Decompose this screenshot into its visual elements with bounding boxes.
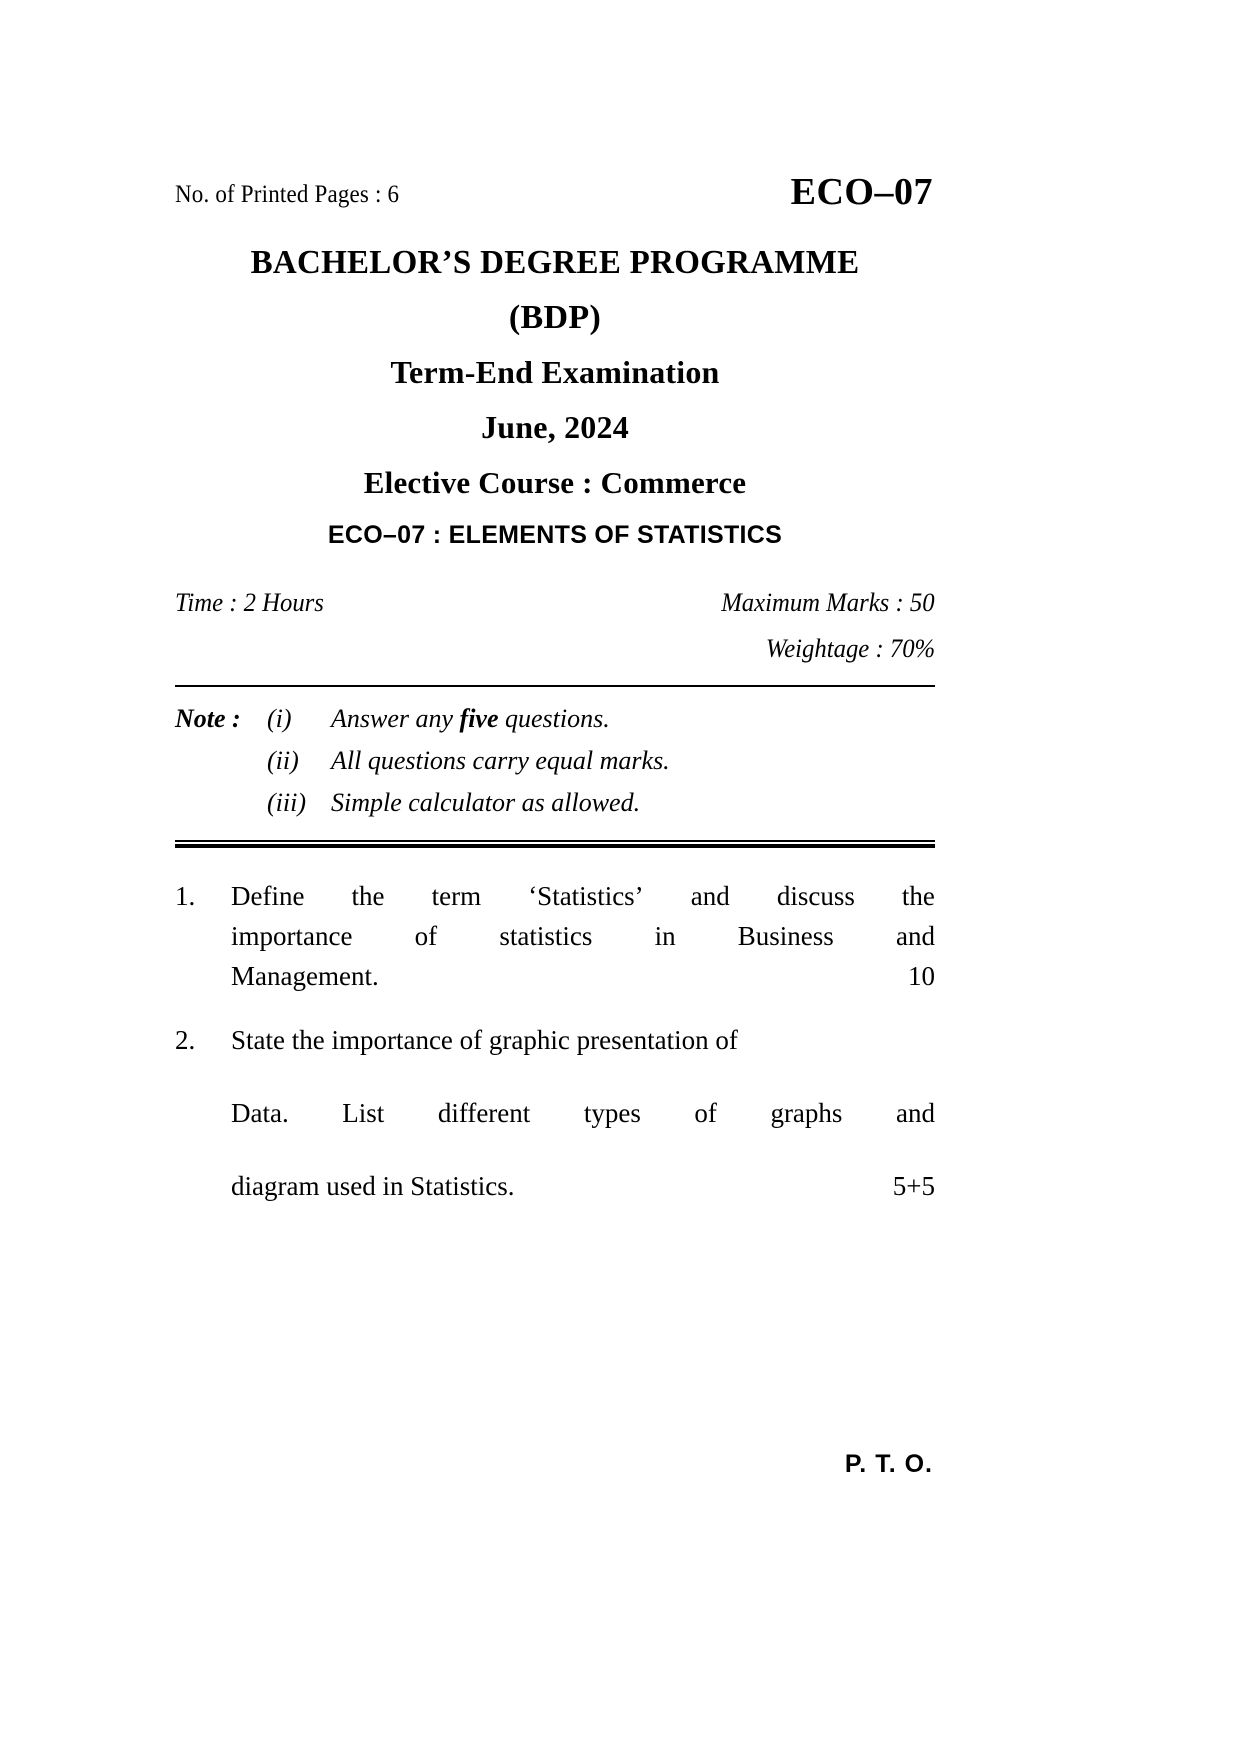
- subject-title: ECO–07 : ELEMENTS OF STATISTICS: [327, 521, 783, 549]
- printed-pages-label: No. of Printed Pages : 6: [175, 181, 400, 208]
- exam-meta: [175, 588, 935, 664]
- note-text: All questions carry equal marks.: [331, 746, 670, 775]
- divider-rule-double: [175, 840, 935, 847]
- question-marks: 5+5: [892, 1171, 935, 1201]
- question-body: [231, 881, 935, 1001]
- note-label: Note :: [175, 704, 241, 733]
- exam-type: Term-End Examination: [390, 354, 720, 390]
- note-item: [175, 704, 935, 734]
- question-line-words: Management.: [231, 961, 379, 991]
- question-line-words: Data. List different types of graphs and: [231, 1098, 935, 1128]
- note-item: [175, 788, 935, 818]
- question-line: [231, 1098, 935, 1129]
- question-line: [231, 1171, 935, 1202]
- question-number: 1.: [175, 881, 196, 911]
- note-item: [175, 746, 935, 776]
- question-line-words: diagram used in Statistics.: [231, 1171, 515, 1201]
- note-numeral: (ii): [267, 746, 299, 775]
- questions-list: [175, 881, 935, 1202]
- course-code: ECO–07: [790, 171, 933, 213]
- page-content: [175, 0, 935, 1478]
- maximum-marks: Maximum Marks : 50: [721, 588, 935, 617]
- time-allowed: Time : 2 Hours: [175, 588, 324, 617]
- question-line: [231, 1025, 935, 1056]
- note-text: Simple calculator as allowed.: [331, 788, 641, 817]
- question-marks: 10: [908, 961, 935, 991]
- question-number: 2.: [175, 1025, 196, 1055]
- question-line: [231, 921, 935, 952]
- title-block: [175, 244, 935, 550]
- programme-abbreviation: (BDP): [508, 299, 602, 336]
- note-text: Answer any five questions.: [331, 704, 610, 733]
- question-line: [231, 961, 935, 992]
- question-line-words: State the importance of graphic presentation of: [231, 1025, 738, 1055]
- page-turn-over-label: P. T. O.: [844, 1450, 933, 1478]
- header: [175, 168, 935, 212]
- question-line-words: Define the term ‘Statistics’ and discuss the: [231, 881, 935, 911]
- exam-session: June, 2024: [481, 409, 629, 445]
- weightage: Weightage : 70%: [765, 634, 935, 663]
- elective-course: Elective Course : Commerce: [363, 465, 747, 500]
- question-body: [231, 1025, 935, 1202]
- question-item: [175, 881, 935, 1001]
- question-item: [175, 1025, 935, 1202]
- programme-title: BACHELOR’S DEGREE PROGRAMME: [250, 244, 860, 281]
- note-emphasis: five: [459, 704, 499, 733]
- note-numeral: (i): [267, 704, 292, 733]
- question-line-words: importance of statistics in Business and: [231, 921, 935, 951]
- note-block: [175, 704, 935, 818]
- question-line: [231, 881, 935, 912]
- note-numeral: (iii): [267, 788, 306, 817]
- divider-rule-top: [175, 685, 935, 687]
